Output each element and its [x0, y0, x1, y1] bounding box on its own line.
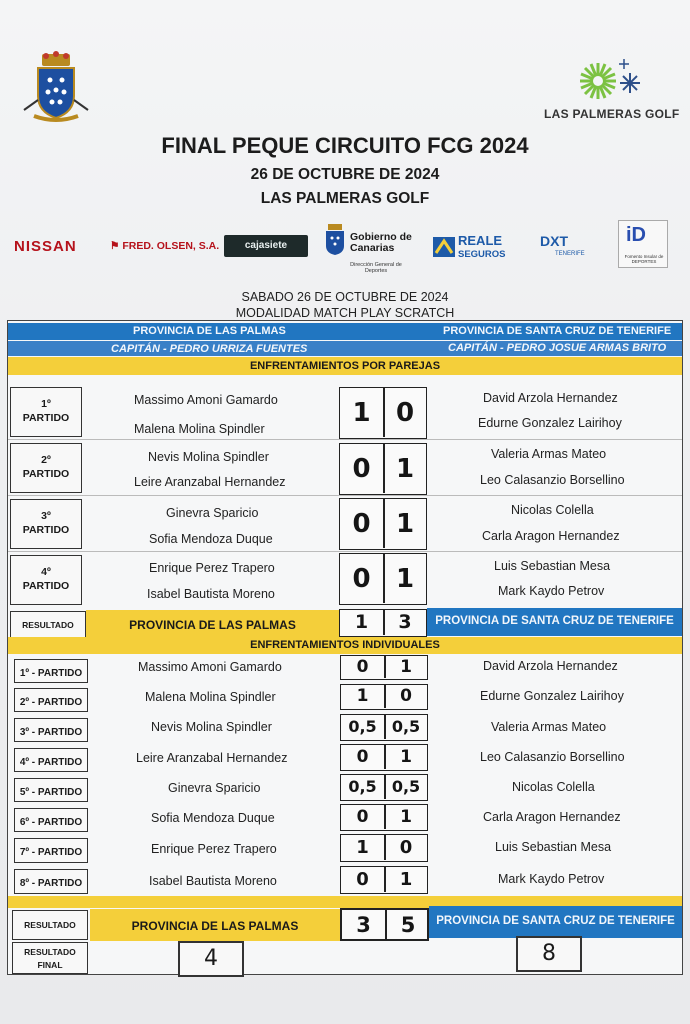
- singles-result-left-team: PROVINCIA DE LAS PALMAS: [131, 919, 299, 933]
- single-left-player: Ginevra Sparicio: [168, 781, 261, 795]
- single-score-box: [340, 684, 428, 710]
- page-title: FINAL PEQUE CIRCUITO FCG 2024: [161, 133, 529, 158]
- results-table: [7, 320, 683, 975]
- pair-score-box: [339, 553, 427, 605]
- single-match-label: 1º - PARTIDO: [14, 659, 88, 683]
- pair-left-player: Malena Molina Spindler: [134, 422, 265, 436]
- single-left-player: Malena Molina Spindler: [145, 690, 276, 704]
- single-score-box: [340, 744, 428, 771]
- pair-score-left: 0: [352, 564, 371, 594]
- single-score-box: [340, 774, 428, 801]
- singles-heading-row: [8, 637, 682, 654]
- pair-right-player: Leo Calasanzio Borsellino: [480, 473, 625, 487]
- pair-left-player: Enrique Perez Trapero: [149, 561, 275, 575]
- single-score-right: 1: [400, 747, 412, 767]
- singles-result-right-team: PROVINCIA DE SANTA CRUZ DE TENERIFE: [436, 915, 675, 927]
- single-right-player: Mark Kaydo Petrov: [498, 872, 605, 886]
- sponsors-strip: [10, 218, 680, 276]
- singles-result-label: RESULTADO: [12, 910, 88, 940]
- single-score-right: 0: [399, 837, 413, 858]
- pair-left-player: Nevis Molina Spindler: [148, 450, 269, 464]
- single-score-right: 1: [399, 869, 413, 890]
- gobierno-crest-icon: [324, 222, 346, 256]
- pair-match-label: 4º PARTIDO: [10, 555, 82, 605]
- sponsor-reale: REALE SEGUROS: [458, 233, 506, 260]
- single-match-label: 2º - PARTIDO: [14, 688, 88, 712]
- federation-crest-logo: [20, 50, 92, 126]
- teams-header-row: [8, 323, 682, 340]
- single-left-player: Massimo Amoni Gamardo: [138, 660, 282, 674]
- single-match-label: 6º - PARTIDO: [14, 808, 88, 832]
- pair-match-label: 3º PARTIDO: [10, 499, 82, 549]
- pair-left-player: Leire Aranzabal Hernandez: [134, 475, 286, 489]
- single-score-left: 0,5: [348, 717, 377, 736]
- team-left-name: PROVINCIA DE LAS PALMAS: [133, 325, 286, 337]
- single-score-right: 1: [400, 807, 412, 827]
- sponsor-gobierno-canarias: Gobierno de Canarias: [350, 231, 412, 254]
- singles-heading: ENFRENTAMIENTOS INDIVIDUALES: [250, 639, 440, 651]
- single-score-box: [340, 655, 428, 680]
- captains-row: [8, 341, 682, 356]
- single-right-player: Luis Sebastian Mesa: [495, 840, 612, 854]
- row-separator: [8, 439, 682, 440]
- pair-score-right: 1: [395, 509, 415, 539]
- single-left-player: Leire Aranzabal Hernandez: [136, 751, 288, 765]
- sponsor-dxt-subtitle: TENERIFE: [555, 251, 585, 257]
- event-mode: MODALIDAD MATCH PLAY SCRATCH: [235, 306, 455, 320]
- pair-score-left: 0: [352, 454, 371, 484]
- single-score-box: [340, 804, 428, 831]
- pair-match-label: 1º PARTIDO: [10, 387, 82, 437]
- pair-left-player: Massimo Amoni Gamardo: [134, 393, 278, 407]
- row-separator: [8, 551, 682, 552]
- pair-right-player: Edurne Gonzalez Lairihoy: [478, 416, 622, 430]
- pair-score-left: 1: [352, 398, 371, 428]
- single-score-left: 0: [356, 869, 369, 890]
- pair-score-box: [339, 498, 427, 550]
- pair-right-player: Carla Aragon Hernandez: [482, 529, 620, 543]
- sponsor-id-subtitle: Fomento Insular de DEPORTES: [624, 254, 664, 264]
- single-score-left: 1: [356, 686, 369, 706]
- single-score-left: 0,5: [348, 777, 377, 796]
- sponsor-id: iD: [626, 224, 646, 246]
- pair-right-player: Nicolas Colella: [511, 503, 594, 517]
- pair-right-player: Valeria Armas Mateo: [491, 447, 607, 461]
- pair-right-player: Luis Sebastian Mesa: [494, 559, 611, 573]
- single-left-player: Sofia Mendoza Duque: [151, 811, 275, 825]
- final-score-left: 4: [178, 941, 244, 977]
- single-left-player: Isabel Bautista Moreno: [149, 874, 277, 888]
- single-score-left: 1: [356, 837, 369, 858]
- pair-match-label: 2º PARTIDO: [10, 443, 82, 493]
- singles-result-score-box: [340, 908, 429, 941]
- single-right-player: Leo Calasanzio Borsellino: [480, 750, 625, 764]
- pairs-result-score-right: 3: [398, 611, 412, 633]
- pairs-result-label: RESULTADO: [10, 611, 86, 639]
- sponsor-cajasiete: cajasiete: [224, 235, 308, 257]
- single-score-right: 0: [400, 686, 412, 706]
- pair-score-box: [339, 443, 427, 495]
- pair-right-player: David Arzola Hernandez: [483, 391, 618, 405]
- single-left-player: Nevis Molina Spindler: [151, 720, 272, 734]
- single-right-player: Carla Aragon Hernandez: [483, 810, 621, 824]
- singles-result-score-right: 5: [400, 913, 416, 937]
- single-match-label: 3º - PARTIDO: [14, 718, 88, 742]
- single-match-label: 4º - PARTIDO: [14, 748, 88, 772]
- sponsor-fred-olsen: ⚑ FRED. OLSEN, S.A.: [110, 240, 220, 252]
- event-date: 26 DE OCTUBRE DE 2024: [250, 166, 440, 183]
- single-right-player: Valeria Armas Mateo: [491, 720, 607, 734]
- single-score-right: 1: [400, 657, 412, 677]
- pairs-result-right-team: PROVINCIA DE SANTA CRUZ DE TENERIFE: [435, 615, 674, 627]
- single-score-left: 0: [356, 747, 369, 767]
- pair-left-player: Isabel Bautista Moreno: [147, 587, 275, 601]
- single-match-label: 7º - PARTIDO: [14, 838, 88, 863]
- single-left-player: Enrique Perez Trapero: [151, 842, 277, 856]
- single-score-right: 0,5: [391, 777, 421, 796]
- row-separator: [8, 495, 682, 496]
- reale-logo-icon: [433, 237, 455, 257]
- single-score-right: 0,5: [391, 717, 421, 736]
- pair-score-right: 1: [395, 564, 415, 594]
- sponsor-gobierno-subtitle: Dirección General de Deportes: [350, 262, 402, 274]
- single-score-left: 0: [356, 807, 369, 827]
- pairs-result-right-team-cell: [427, 608, 682, 636]
- pairs-heading-row: [8, 357, 682, 375]
- pair-score-left: 0: [352, 509, 371, 539]
- pair-score-box: [339, 387, 427, 439]
- single-right-player: David Arzola Hernandez: [483, 659, 618, 673]
- single-score-left: 0: [356, 657, 369, 677]
- pairs-result-score-box: [339, 609, 427, 637]
- team-left-captain: CAPITÁN - PEDRO URRIZA FUENTES: [111, 343, 308, 355]
- singles-result-score-left: 3: [356, 913, 371, 937]
- pairs-result-score-left: 1: [354, 611, 369, 633]
- team-right-name: PROVINCIA DE SANTA CRUZ DE TENERIFE: [443, 325, 672, 337]
- pair-score-right: 1: [395, 454, 415, 484]
- sponsor-nissan: NISSAN: [14, 238, 77, 255]
- pair-right-player: Mark Kaydo Petrov: [498, 584, 605, 598]
- fred-olsen-flag-icon: ⚑: [110, 240, 123, 252]
- pairs-heading: ENFRENTAMIENTOS POR PAREJAS: [249, 360, 441, 372]
- singles-result-right-team-cell: [429, 906, 682, 938]
- single-score-box: [340, 866, 428, 894]
- pair-score-right: 0: [395, 398, 415, 428]
- pair-left-player: Ginevra Sparicio: [166, 506, 259, 520]
- brand-name: LAS PALMERAS GOLF: [544, 107, 680, 121]
- event-venue: LAS PALMERAS GOLF: [260, 190, 430, 207]
- single-right-player: Nicolas Colella: [512, 780, 595, 794]
- singles-result-left-team-cell: [90, 909, 340, 941]
- sponsor-dxt-tenerife: DXT: [540, 233, 568, 249]
- single-score-box: [340, 714, 428, 741]
- final-score-right: 8: [516, 936, 582, 972]
- pairs-result-left-team-cell: [86, 610, 339, 638]
- team-right-captain: CAPITÁN - PEDRO JOSUE ARMAS BRITO: [448, 342, 667, 354]
- single-right-player: Edurne Gonzalez Lairihoy: [480, 689, 624, 703]
- single-match-label: 5º - PARTIDO: [14, 778, 88, 802]
- event-day: SABADO 26 DE OCTUBRE DE 2024: [241, 290, 449, 304]
- pairs-result-left-team: PROVINCIA DE LAS PALMAS: [129, 618, 296, 632]
- single-match-label: 8º - PARTIDO: [14, 869, 88, 894]
- single-score-box: [340, 834, 428, 862]
- final-result-label: RESULTADO FINAL: [12, 942, 88, 974]
- pair-left-player: Sofia Mendoza Duque: [149, 532, 273, 546]
